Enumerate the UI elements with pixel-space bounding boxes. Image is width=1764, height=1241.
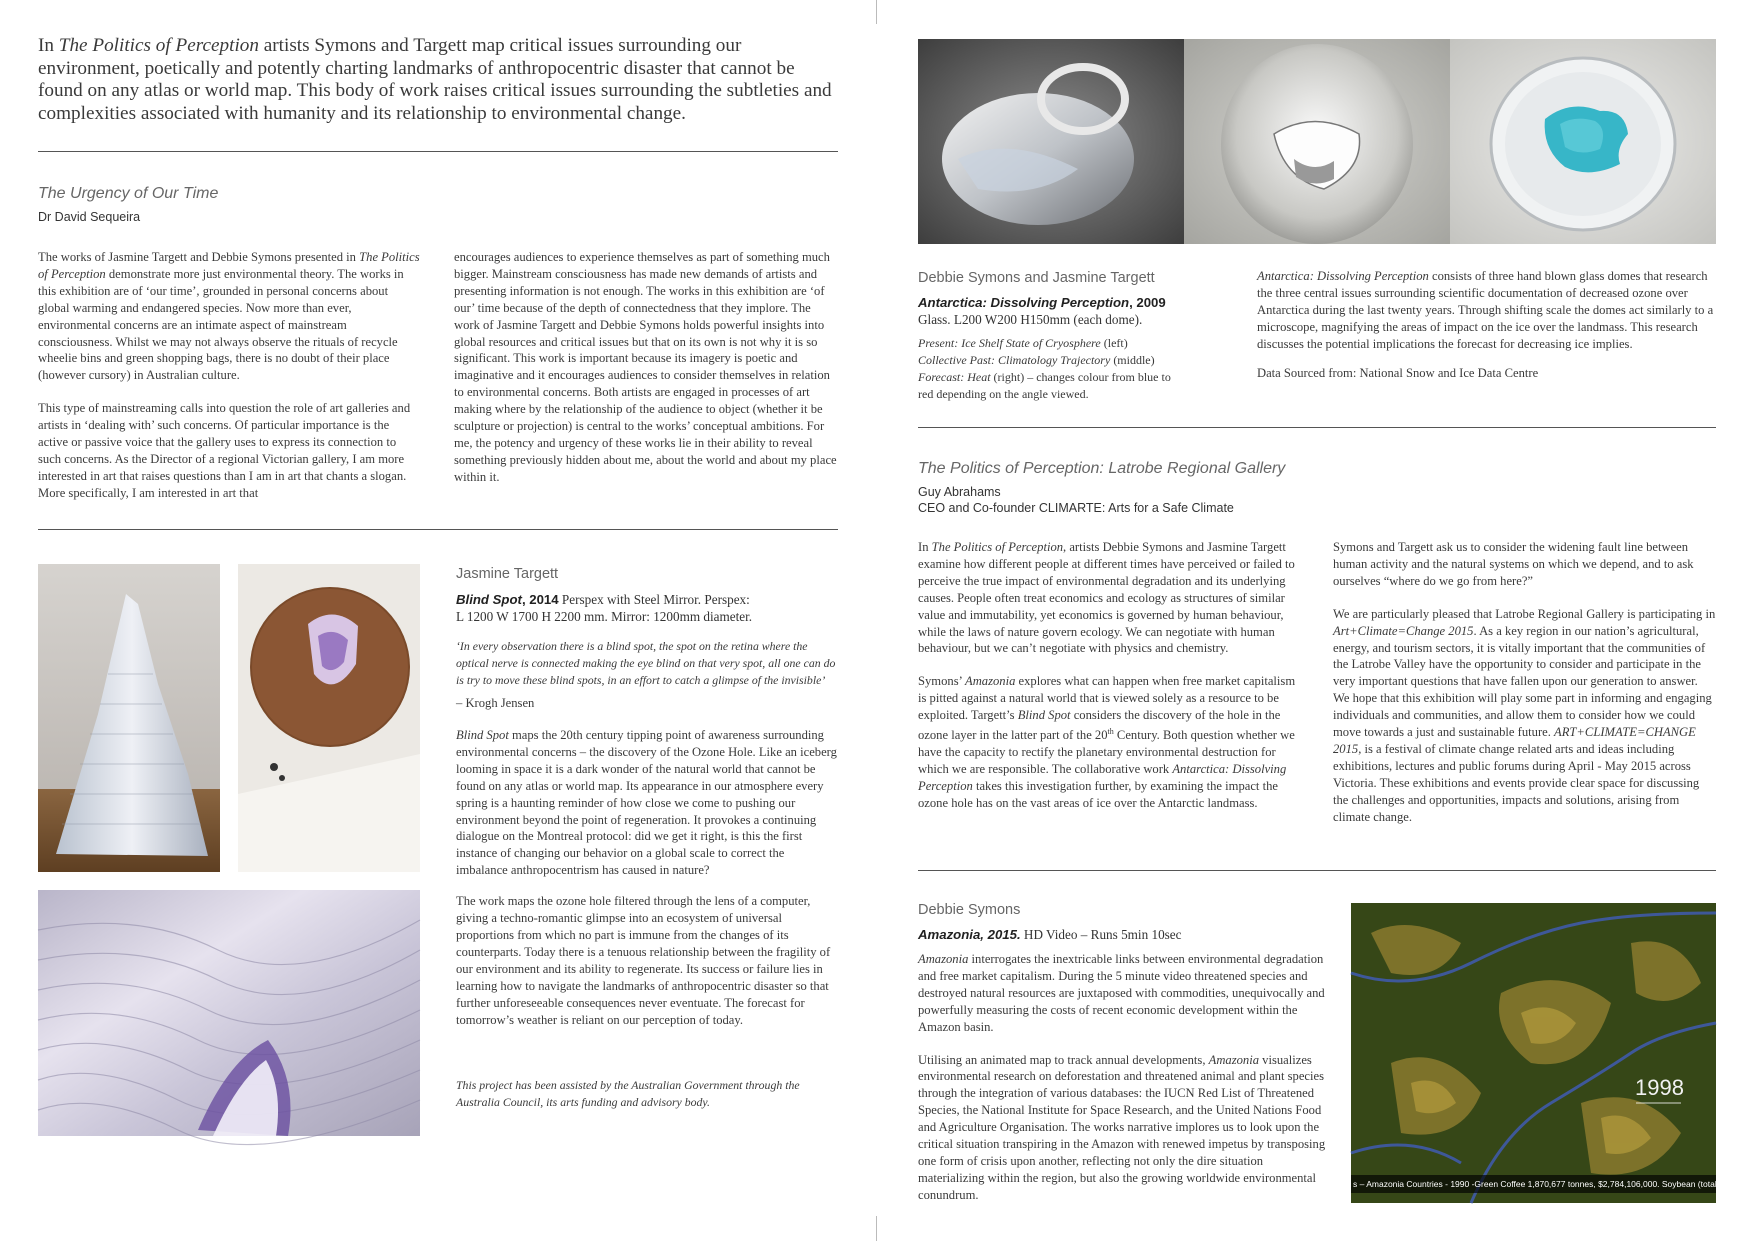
- dome-present-photo: [918, 39, 1184, 244]
- blind-spot-funding-note: This project has been assisted by the Australian Government through the Australia Council, its arts funding and advisory body.: [456, 1078, 800, 1109]
- urgency-column-1: The works of Jasmine Targett and Debbie Symons presented in The Politics of Perception demonstrate more just environmental theory. The works in this exhibition are of ‘our time’, grounded in personal concerns about global warming and endangered species. Now more than ever, environmental concerns are an intimate aspect of mainstream consciousness. Whilst we may not always observe the rituals of recycle wheelie bins and green shopping bags, there is no doubt of their place (however cursory) in Australian culture. This type of mainstreaming calls into question the role of art galleries and artists in ‘dealing with’ such concerns. Of particular importance is the active or passive voice that the gallery uses to express its connection to such concerns. As the Director of a regional Victorian gallery, I am more interested in art that raises questions than I am in art that chants a slogan. More specifically, I am interested in art that: [38, 250, 420, 500]
- blind-spot-artist: Jasmine Targett: [456, 566, 559, 582]
- divider: [38, 151, 838, 152]
- blind-spot-caption: Blind Spot, 2014 Perspex with Steel Mirror. Perspex: L 1200 W 1700 H 2200 mm. Mirror: 1200mm diameter.: [456, 592, 753, 624]
- urgency-author: Dr David Sequeira: [38, 210, 141, 224]
- blind-spot-mirror-photo: [238, 564, 420, 872]
- amazonia-map-still: [1351, 903, 1764, 1203]
- amazonia-description: Amazonia interrogates the inextricable links between environmental degradation and free market capitalism. During the 5 minute video threatened species and destroyed natural resources are juxtaposed with commodities, unequivocally and powerfully measuring the costs of recent economic development within the Amazon basin. Utilising an animated map to track annual developments, Amazonia visualizes environmental research on deforestation and threatened animal and plant species through the integration of various databases: the IUCN Red List of Threatened Species, the National Institute for Space Research, and the United Nations Food and Agriculture Organisation. The works narrative implores us to look upon the critical situation transpiring in the Amazon with renewed impetus by transposing one form of crisis upon another, reflecting not only the dire situation materializing within the region, but also the growing worldwide environmental conundrum.: [918, 952, 1326, 1202]
- blind-spot-description: Blind Spot maps the 20th century tipping point of awareness surrounding environmental concerns – the discovery of the Ozone Hole. Like an iceberg looming in space it is a dark wonder of the natural world that cannot be found on any atlas or world map. Its appearance in our atmosphere every spring is a haunting reminder of how close we come to pushing our environment beyond the point of regeneration. It provokes a continuing dialogue on the Montreal protocol: did we get it right, is this the first instance of changing our behavior on a global scale to correct the imbalance anthropocentrism has caused in nature? The work maps the ozone hole filtered through the lens of a computer, giving a techno-romantic glimpse into an ecosystem of universal proportions from which no part is immune from the changes of its counterparts. Today there is a tenuous relationship between the fragility of our environment and its ability to regenerate. Its success or failure lies in learning how to navigate the landmarks of anthropocentric disaster so that further unforeseeable consequences never eventuate. The forecast for tomorrow’s weather is reliant on our perception of today.: [456, 728, 837, 1027]
- antarctica-dome-list: Present: Ice Shelf State of Cryosphere (left) Collective Past: Climatology Trajectory (middle) Forecast: Heat (right) – changes colour from blue to red depending on the angle viewed.: [918, 336, 1171, 401]
- antarctica-description: Antarctica: Dissolving Perception consists of three hand blown glass domes that research the three central issues surrounding scientific documentation of decreased ozone over Antarctica during the last twenty years. Through shifting scale the domes act similarly to a microscope, magnifying the areas of impact on the ice over the landmass. This research discusses the potential implications the forecast for decreasing ice implies. Data Sourced from: National Snow and Ice Data Centre: [1257, 269, 1714, 380]
- divider: [918, 870, 1716, 871]
- antarctica-caption: Antarctica: Dissolving Perception, 2009 Glass. L200 W200 H150mm (each dome).: [918, 295, 1166, 327]
- blind-spot-sculpture-photo: [38, 564, 220, 872]
- blind-spot-detail-photo: [38, 890, 420, 1136]
- latrobe-title: The Politics of Perception: Latrobe Regional Gallery: [918, 460, 1286, 477]
- antarctica-artists: Debbie Symons and Jasmine Targett: [918, 270, 1155, 286]
- amazonia-artist: Debbie Symons: [918, 902, 1021, 918]
- divider: [918, 427, 1716, 428]
- dome-collective-past-photo: [1184, 39, 1450, 244]
- amazonia-map-ticker: s – Amazonia Countries - 1990 -Green Coffee 1,870,677 tonnes, $2,784,106,000. Soybean (total) 15,291,330: [1351, 1175, 1716, 1193]
- amazonia-map-year: 1998: [1635, 1075, 1684, 1100]
- divider: [38, 529, 838, 530]
- page-gutter-bottom: [876, 1216, 877, 1241]
- dome-forecast-heat-photo: [1450, 39, 1716, 244]
- amazonia-caption: Amazonia, 2015. HD Video – Runs 5min 10sec: [918, 927, 1182, 942]
- blind-spot-quote: ‘In every observation there is a blind spot, the spot on the retina where the optical nerve is connected making the eye blind on that very spot, all one can do is try to move these blind spots, in an effort to catch a glimpse of the invisible’: [456, 639, 836, 687]
- latrobe-column-1: In The Politics of Perception, artists Debbie Symons and Jasmine Targett examine how different people at different times have perceived or failed to perceive the true impact of environmental degradation and its underlying causes. People often treat economics and ecology as structures of similar value and immutability, yet economics is governed by human behaviour, while the laws of nature govern ecology. We can negotiate with human behaviour, but we can’t negotiate with physics and chemistry. Symons’ Amazonia explores what can happen when free market capitalism is pitted against a natural world that is viewed solely as a resource to be exploited. Targett’s Blind Spot considers the discovery of the hole in the ozone layer in the latter part of the 20th Century. Both question whether we have the capacity to rectify the planetary environmental destruction for which we are responsible. The collaborative work Antarctica: Dissolving Perception takes this investigation further, by examining the impact the ozone hole has on the vast areas of ice over the Antarctic landmass.: [918, 540, 1296, 810]
- urgency-title: The Urgency of Our Time: [38, 185, 219, 202]
- latrobe-column-2: Symons and Targett ask us to consider the widening fault line between human activity and the natural systems on which we depend, and to ask ourselves “where do we go from here?” We are particularly pleased that Latrobe Regional Gallery is participating in Art+Climate=Change 2015. As a key region in our nation’s agricultural, energy, and tourism sectors, it is vitally important that the communities of the Latrobe Valley have the opportunity to consider and participate in the very important questions that have fallen upon our generation to answer. We hope that this exhibition will play some part in informing and engaging individuals and communities, and allow them to consider how we could move towards a just and sustainable future. ART+CLIMATE=CHANGE 2015, is a festival of climate change related arts and ideas including exhibitions, lectures and public forums during April - May 2015 across Victoria. These exhibitions and events provide clear space for discussing the challenges and opportunities, impacts and solutions, arising from climate change.: [1333, 540, 1716, 824]
- intro-paragraph: In The Politics of Perception artists Symons and Targett map critical issues surrounding our environment, poetically and potently charting landmarks of anthropocentric disaster that cannot be found on any atlas or world map. This body of work raises critical issues surrounding the subtleties and complexities associated with humanity and its relationship to environmental change.: [38, 35, 832, 124]
- blind-spot-quote-attribution: – Krogh Jensen: [456, 696, 535, 710]
- urgency-column-2: encourages audiences to experience themselves as part of something much bigger. Mainstream consciousness has made new demands of artists and presenting information is not enough. The works in this exhibition are ‘of our’ time because of the depth of connectedness that they implore. The work of Jasmine Targett and Debbie Symons holds powerful insights into global resources and critical issues but that on its own is not why it is so significant. This work is important because its imagery is poetic and imaginative and it encourages audiences to consider themselves in relation to environmental concerns. Both artists are engaged in processes of art making where by the relationship of the audience to object (whether it be sculpture or projection) is central to the works’ conceptual ambitions. For me, the potency and urgency of these works lie in their ability to reveal something previously hidden about me, about the world and about my place within it.: [454, 250, 837, 484]
- page-gutter-top: [876, 0, 877, 24]
- latrobe-author: Guy Abrahams CEO and Co-founder CLIMARTE: Arts for a Safe Climate: [918, 485, 1234, 515]
